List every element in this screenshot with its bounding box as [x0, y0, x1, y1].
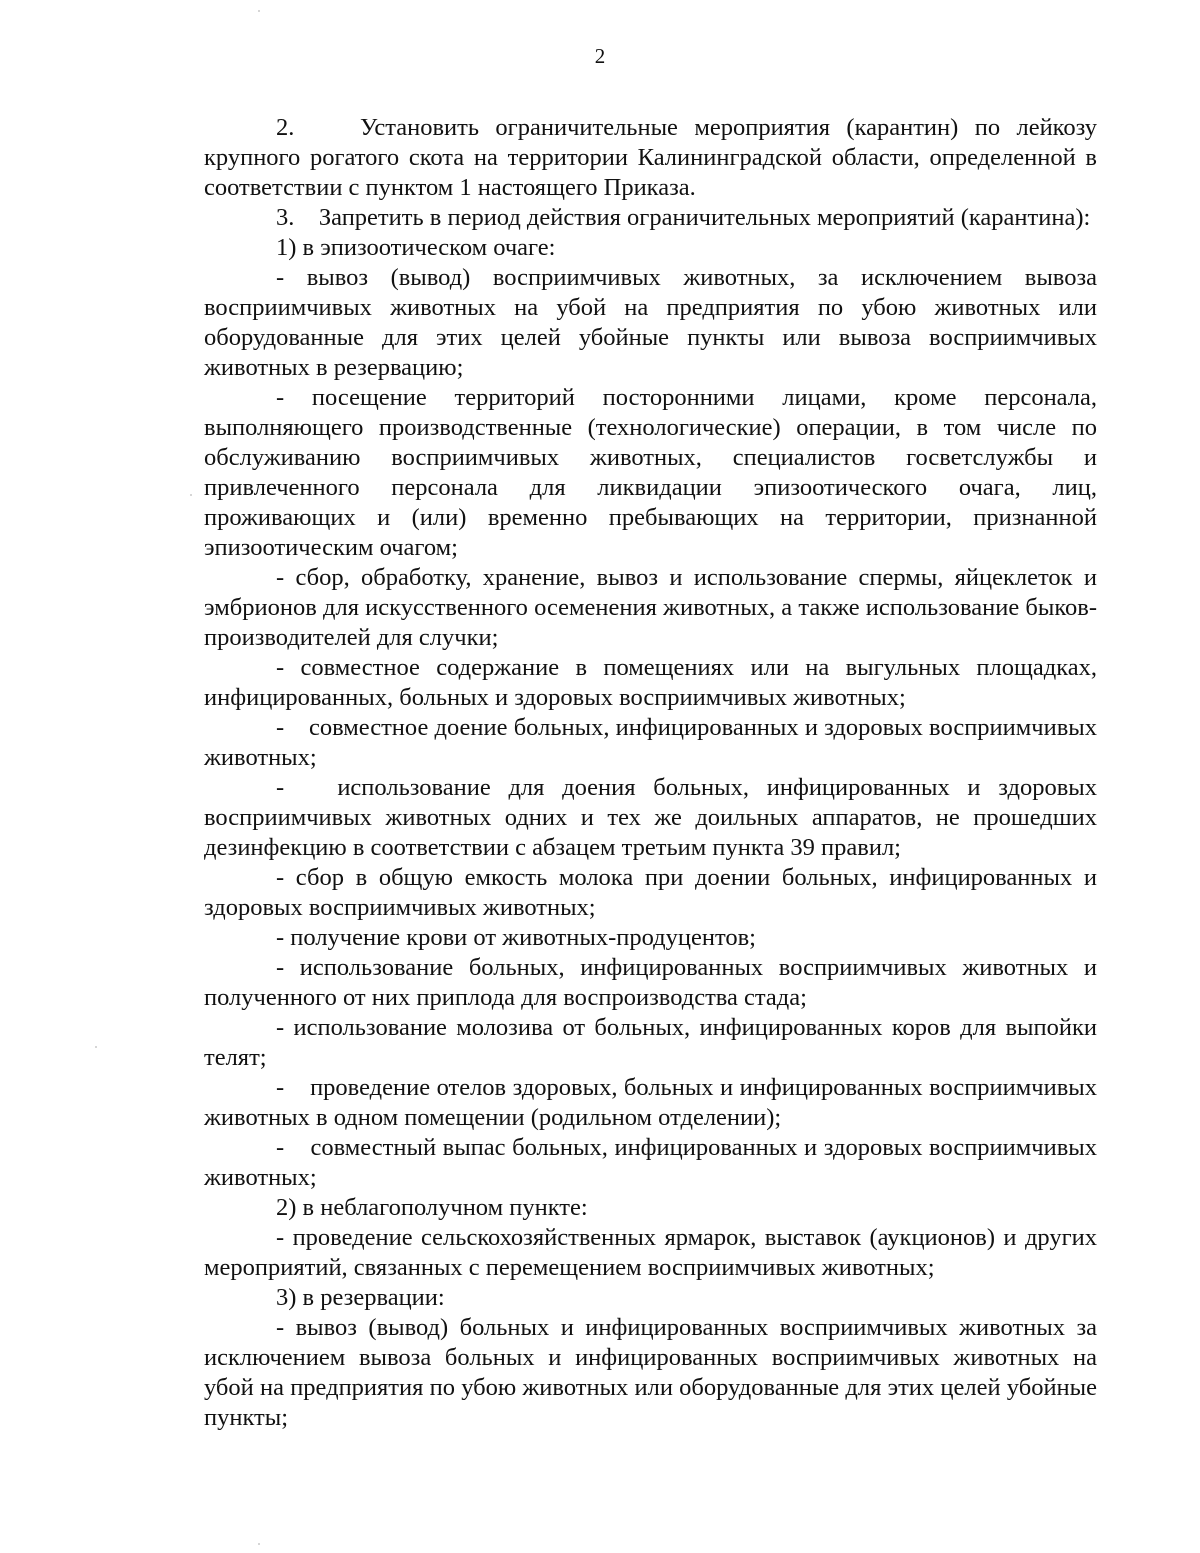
paragraph: - сбор в общую емкость молока при доении больных, инфицированных и здоровых восприимчивых животных;: [204, 864, 1097, 921]
paragraph: - использование для доения больных, инфицированных и здоровых восприимчивых животных одних и тех же доильных аппаратов, не прошедших дезинфекцию в соответствии с абзацем третьим пункта 39 правил;: [204, 774, 1097, 861]
page-number: 2: [594, 44, 606, 68]
paragraph: 2) в неблагополучном пункте:: [276, 1194, 588, 1221]
paragraph: - использование молозива от больных, инфицированных коров для выпойки телят;: [204, 1014, 1097, 1071]
scan-speck: [190, 494, 192, 496]
paragraph: - совместное содержание в помещениях или на выгульных площадках, инфицированных, больных и здоровых восприимчивых животных;: [204, 654, 1097, 711]
paragraph: - сбор, обработку, хранение, вывоз и использование спермы, яйцеклеток и эмбрионов для искусственного осеменения животных, а также использование быков-производителей для случки;: [204, 564, 1097, 651]
document-body: [204, 113, 1097, 1433]
paragraph: - получение крови от животных-продуцентов;: [276, 924, 756, 951]
scan-speck: [95, 1046, 97, 1048]
paragraph: 2. Установить ограничительные мероприятия (карантин) по лейкозу крупного рогатого скота на территории Калининградской области, определенной в соответствии с пунктом 1 настоящего Приказа.: [204, 114, 1097, 201]
scan-speck: [258, 10, 260, 12]
paragraph: - посещение территорий посторонними лицами, кроме персонала, выполняющего производственные (технологические) операции, в том числе по обслуживанию восприимчивых животных, специалистов госветслужбы и привлеченного персонала для ликвидации эпизоотического очага, лиц, проживающих и (или) временно пребывающих на территории, признанной эпизоотическим очагом;: [204, 384, 1097, 561]
paragraph: 3) в резервации:: [276, 1284, 445, 1311]
paragraph: - вывоз (вывод) восприимчивых животных, за исключением вывоза восприимчивых животных на убой на предприятия по убою животных или оборудованные для этих целей убойные пункты или вывоза восприимчивых животных в резервацию;: [204, 264, 1097, 381]
paragraph: - использование больных, инфицированных восприимчивых животных и полученного от них приплода для воспроизводства стада;: [204, 954, 1097, 1011]
scan-speck: [258, 1543, 260, 1545]
paragraph: 3. Запретить в период действия ограничительных мероприятий (карантина):: [276, 204, 1091, 231]
paragraph: - проведение сельскохозяйственных ярмарок, выставок (аукционов) и других мероприятий, связанных с перемещением восприимчивых животных;: [204, 1224, 1097, 1281]
paragraph: 1) в эпизоотическом очаге:: [276, 234, 556, 261]
paragraph: - совместный выпас больных, инфицированных и здоровых восприимчивых животных;: [204, 1134, 1097, 1191]
paragraph: - совместное доение больных, инфицированных и здоровых восприимчивых животных;: [204, 714, 1097, 771]
paragraph: - вывоз (вывод) больных и инфицированных восприимчивых животных за исключением вывоза больных и инфицированных восприимчивых животных на убой на предприятия по убою животных или оборудованные для этих целей убойные пункты;: [204, 1314, 1097, 1431]
paragraph: - проведение отелов здоровых, больных и инфицированных восприимчивых животных в одном помещении (родильном отделении);: [204, 1074, 1097, 1131]
